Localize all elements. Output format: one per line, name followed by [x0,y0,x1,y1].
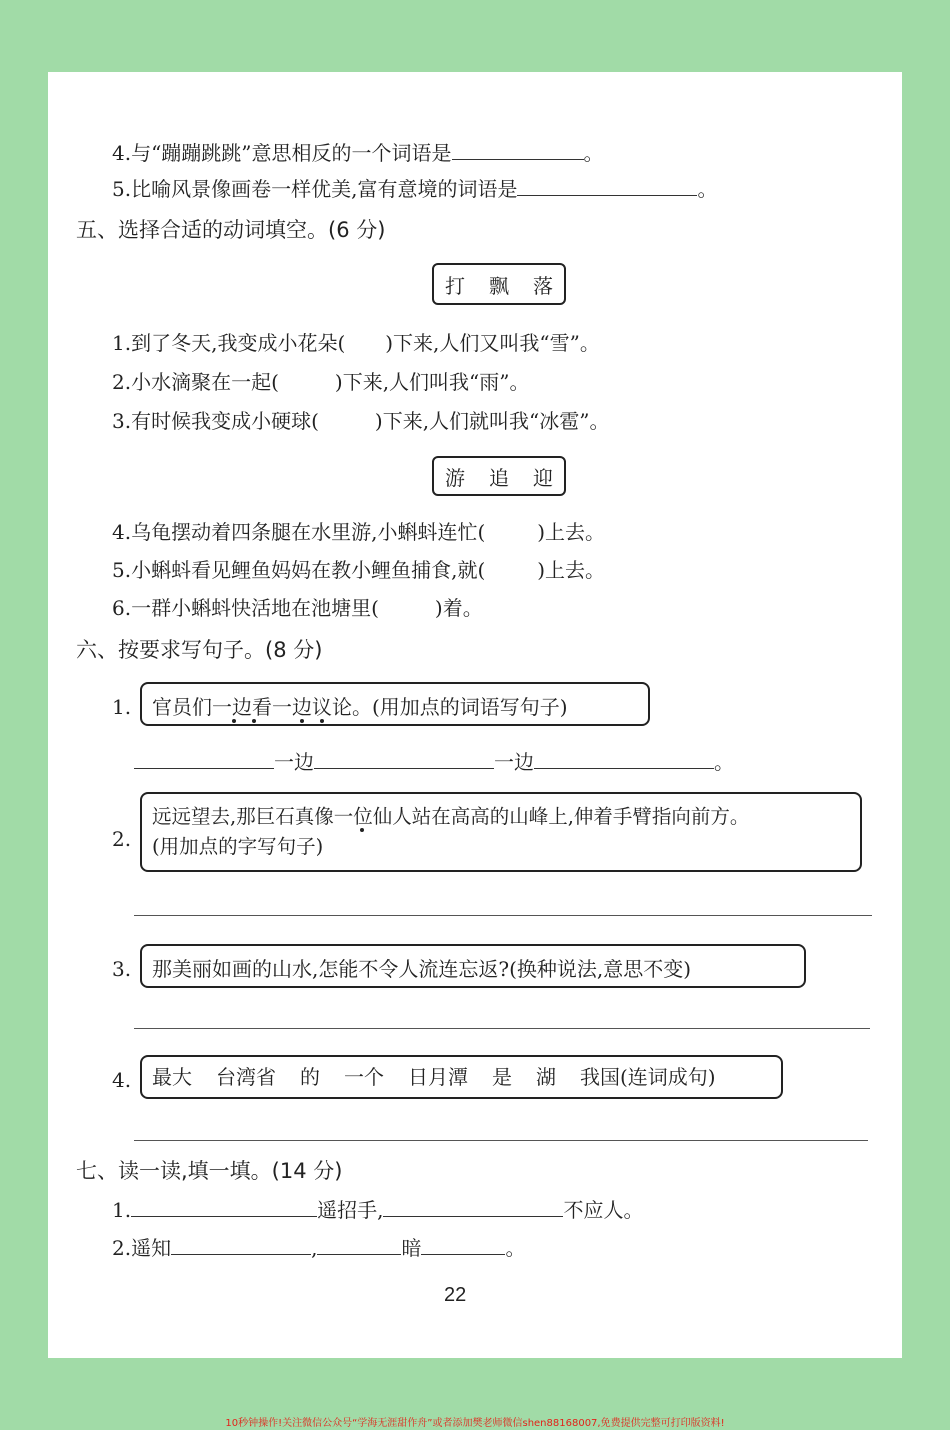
question-text: )下来,人们又叫我“雪”。 [385,331,600,355]
question-text: 1.到了冬天,我变成小花朵( [112,331,346,355]
page-number: 22 [444,1284,467,1306]
period: 。 [505,1236,526,1260]
question-text: 6.一群小蝌蚪快活地在池塘里( [112,596,379,620]
question-5-3 [112,411,610,431]
connector-word: 一边 [494,750,534,774]
question-text: 2.小水滴聚在一起( [112,370,279,394]
question-text: 不应人。 [563,1198,644,1222]
word-box-1 [432,263,566,305]
question-text: (用加点的字写句子) [152,835,324,859]
section-5-title: 五、选择合适的动词填空。(6 分) [76,218,386,242]
emphasis-dot [360,828,364,832]
question-text: )下来,人们就叫我“冰雹”。 [374,409,610,433]
word-box-2 [432,456,566,496]
question-6-4-number: 4. [112,1068,132,1092]
word-chip: 湖 [536,1064,556,1089]
question-5-6 [112,598,483,618]
answer-line[interactable] [134,1028,870,1029]
question-6-1-number: 1. [112,695,132,719]
answer-blank[interactable] [171,1253,311,1255]
answer-blank[interactable] [131,1215,317,1217]
question-6-4-box [140,1055,783,1099]
question-7-1 [112,1200,643,1220]
answer-blank[interactable] [383,1215,563,1217]
period: 。 [714,750,734,774]
question-text: 3.有时候我变成小硬球( [112,409,319,433]
question-text: 2.遥知 [112,1236,172,1260]
question-text: 1. [112,1198,132,1222]
question-text: 5.小蝌蚪看见鲤鱼妈妈在教小鲤鱼捕食,就( [112,558,486,582]
emphasis-dot [252,719,256,723]
footer-notice: 10秒钟操作!关注微信公众号“学海无涯甜作舟”或者添加樊老师微信shen88168007,免费提供完整可打印版资料! [225,1418,725,1429]
answer-line[interactable] [134,1140,868,1141]
question-text: )着。 [434,596,483,620]
answer-6-1 [134,752,734,772]
word-chip: 的 [300,1064,320,1089]
word-option: 游 [445,465,465,490]
connector-word: 一边 [274,750,314,774]
answer-line[interactable] [134,915,872,916]
word-chip: 我国(连词成句) [580,1064,716,1089]
section-6-title: 六、按要求写句子。(8 分) [76,638,323,662]
question-5-2 [112,372,530,392]
answer-blank[interactable] [452,158,584,160]
question-text: 那美丽如画的山水,怎能不令人流连忘返?(换种说法,意思不变) [152,957,692,981]
question-text: 4.乌龟摆动着四条腿在水里游,小蝌蚪连忙( [112,520,486,544]
question-5-4 [112,522,605,542]
emphasis-dot [300,719,304,723]
emphasis-dot [232,719,236,723]
question-4-5 [112,179,717,199]
question-5-1 [112,333,600,353]
word-chip: 日月潭 [408,1064,468,1089]
question-text: 官员们一边看一边议论。(用加点的词语写句子) [152,695,568,719]
word-option: 打 [445,273,465,298]
question-text: , [311,1236,318,1260]
question-6-1-box [140,682,650,726]
question-6-3-box [140,944,806,988]
question-6-2-box [140,792,862,872]
word-option: 迎 [533,465,553,490]
section-7-title: 七、读一读,填一填。(14 分) [76,1159,343,1183]
question-text: 远远望去,那巨石真像一位仙人站在高高的山峰上,伸着手臂指向前方。 [152,805,750,828]
question-4-4 [112,143,604,163]
word-option: 落 [533,273,553,298]
word-option: 追 [489,465,509,490]
word-chip: 最大 [152,1064,192,1089]
question-6-2-number: 2. [112,827,132,851]
word-chip: 一个 [344,1064,384,1089]
answer-blank[interactable] [534,767,714,769]
answer-blank[interactable] [317,1253,401,1255]
answer-blank[interactable] [517,194,697,196]
question-5-5 [112,560,605,580]
question-text: 5.比喻风景像画卷一样优美,富有意境的词语是 [112,177,518,201]
word-chip: 台湾省 [216,1064,276,1089]
answer-blank[interactable] [421,1253,505,1255]
word-chip: 是 [492,1064,512,1089]
answer-blank[interactable] [134,767,274,769]
emphasis-dot [320,719,324,723]
question-text: )上去。 [537,520,606,544]
question-text: 暗 [401,1236,422,1260]
answer-blank[interactable] [314,767,494,769]
question-7-2 [112,1238,525,1258]
question-text: 4.与“蹦蹦跳跳”意思相反的一个词语是 [112,141,452,165]
question-6-3-number: 3. [112,957,132,981]
period: 。 [697,177,718,201]
question-text: )下来,人们叫我“雨”。 [334,370,530,394]
period: 。 [583,141,604,165]
question-text: 遥招手, [317,1198,384,1222]
question-text: )上去。 [537,558,606,582]
word-option: 飘 [489,273,509,298]
